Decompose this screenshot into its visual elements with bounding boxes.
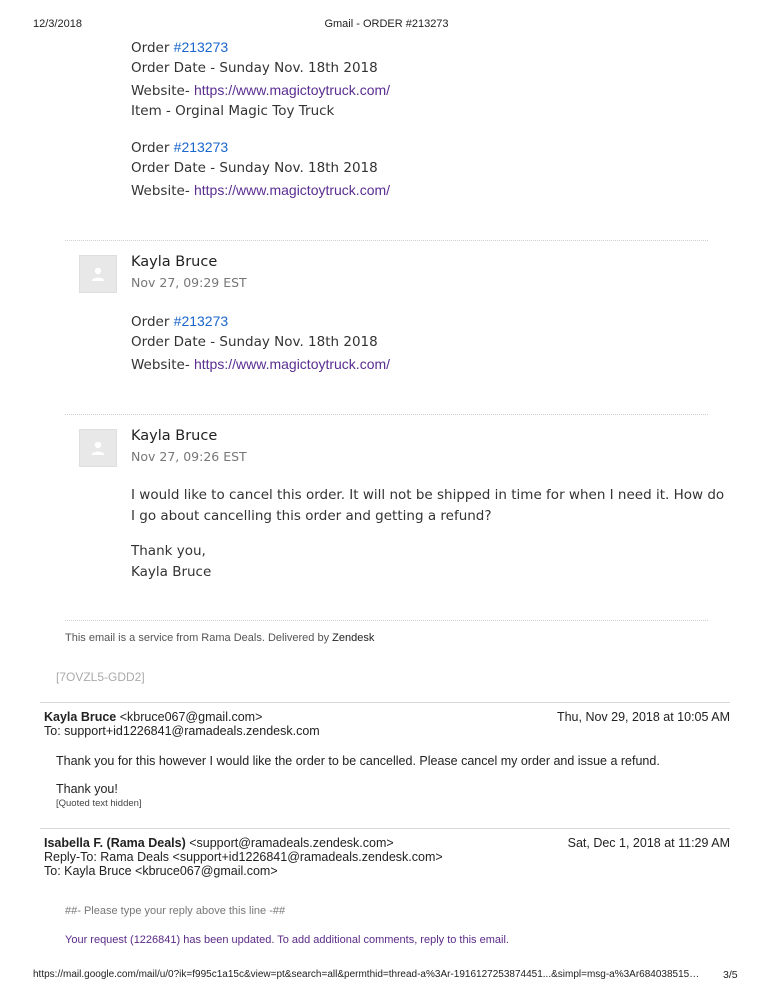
order-line <box>131 37 228 59</box>
sender-email: <support@ramadeals.zendesk.com> <box>189 836 394 850</box>
order-prefix: Order <box>131 140 174 156</box>
item-line: Item - Orginal Magic Toy Truck <box>131 103 335 119</box>
website-link[interactable]: https://www.magictoytruck.com/ <box>193 356 391 372</box>
comment-timestamp: Nov 27, 09:29 EST <box>131 275 247 290</box>
order-link[interactable]: #213273 <box>173 39 229 55</box>
service-text: This email is a service from Rama Deals. Delivered by <box>65 632 333 644</box>
divider <box>65 240 708 241</box>
website-prefix: Website- <box>131 183 194 199</box>
signoff: Thank you, <box>131 543 206 559</box>
website-line <box>131 354 390 376</box>
order-line <box>131 311 228 333</box>
reply-marker: ##- Please type your reply above this line -## <box>65 905 286 917</box>
user-icon <box>89 439 107 457</box>
comment-body-line: I would like to cancel this order. It will not be shipped in time for when I need it. How do <box>131 487 725 503</box>
website-prefix: Website- <box>131 357 194 373</box>
order-date: Order Date - Sunday Nov. 18th 2018 <box>131 60 378 76</box>
divider <box>65 620 708 621</box>
zendesk-link[interactable]: Zendesk <box>332 632 375 644</box>
order-prefix: Order <box>131 40 174 56</box>
message-body: Thank you for this however I would like the order to be cancelled. Please cancel my order and issue a refund. <box>56 754 660 768</box>
message-reply-to: Reply-To: Rama Deals <support+id1226841@ramadeals.zendesk.com> <box>44 850 443 864</box>
comment-author: Kayla Bruce <box>131 254 218 270</box>
quoted-text-toggle[interactable]: [Quoted text hidden] <box>56 798 142 809</box>
user-icon <box>89 265 107 283</box>
website-link[interactable]: https://www.magictoytruck.com/ <box>193 82 391 98</box>
divider <box>65 414 708 415</box>
ticket-code: [7OVZL5-GDD2] <box>56 670 145 684</box>
comment-body-line: I go about cancelling this order and getting a refund? <box>131 508 492 524</box>
update-notice: Your request (1226841) has been updated. To add additional comments, reply to this email. <box>65 934 509 946</box>
avatar <box>79 429 117 467</box>
website-line <box>131 80 390 102</box>
page-number: 3/5 <box>723 969 738 981</box>
message-thanks: Thank you! <box>56 782 118 796</box>
message-recipient: To: Kayla Bruce <kbruce067@gmail.com> <box>44 864 278 878</box>
order-link[interactable]: #213273 <box>173 313 229 329</box>
website-link[interactable]: https://www.magictoytruck.com/ <box>193 182 391 198</box>
message-date: Sat, Dec 1, 2018 at 11:29 AM <box>567 836 730 850</box>
message-date: Thu, Nov 29, 2018 at 10:05 AM <box>556 710 730 724</box>
print-title: Gmail - ORDER #213273 <box>324 18 449 30</box>
order-line <box>131 137 228 159</box>
print-date: 12/3/2018 <box>33 18 82 30</box>
order-link[interactable]: #213273 <box>173 139 229 155</box>
comment-timestamp: Nov 27, 09:26 EST <box>131 449 247 464</box>
message-separator <box>40 702 730 703</box>
website-prefix: Website- <box>131 83 194 99</box>
signature: Kayla Bruce <box>131 564 212 580</box>
sender-name: Isabella F. (Rama Deals) <box>44 836 186 850</box>
order-prefix: Order <box>131 314 174 330</box>
order-date: Order Date - Sunday Nov. 18th 2018 <box>131 334 378 350</box>
sender-name: Kayla Bruce <box>44 710 117 724</box>
message-sender <box>44 836 394 850</box>
comment-author: Kayla Bruce <box>131 428 218 444</box>
order-date: Order Date - Sunday Nov. 18th 2018 <box>131 160 378 176</box>
sender-email: <kbruce067@gmail.com> <box>119 710 263 724</box>
avatar <box>79 255 117 293</box>
service-footer <box>65 632 374 644</box>
message-recipient: To: support+id1226841@ramadeals.zendesk.com <box>44 724 320 738</box>
message-sender <box>44 710 262 724</box>
message-separator <box>40 828 730 829</box>
print-url: https://mail.google.com/mail/u/0?ik=f995c1a15c&view=pt&search=all&permthid=thread-a%3Ar-1916127253874451...&simpl=msg-a%3Ar684038515… <box>33 969 700 980</box>
website-line <box>131 180 390 202</box>
